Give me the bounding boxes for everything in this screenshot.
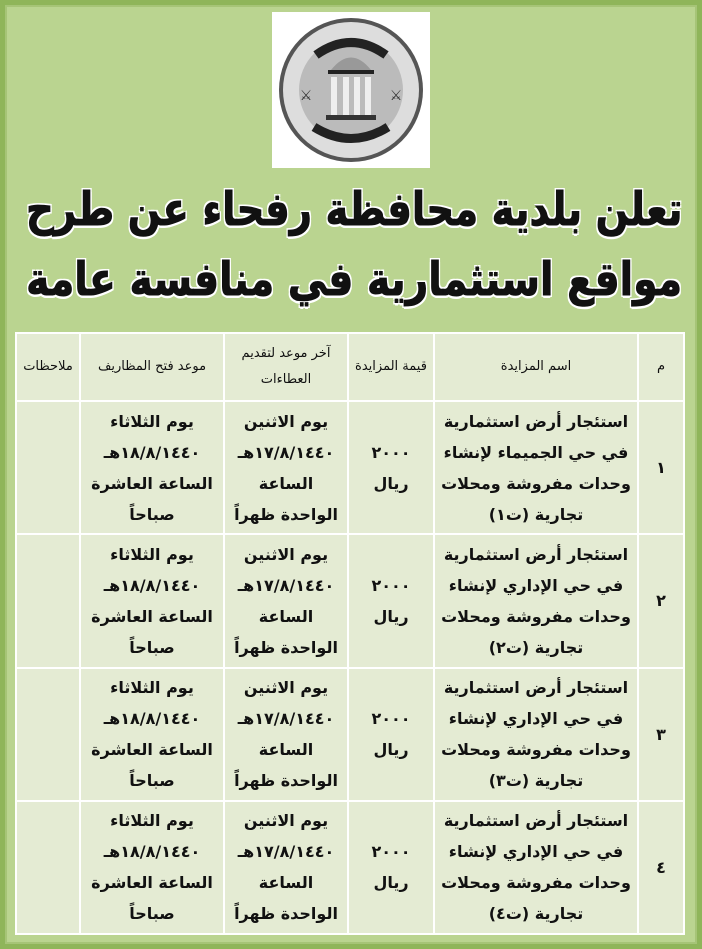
submission-deadline-line-text: ١٧/٨/١٤٤٠هـ <box>237 709 335 729</box>
submission-deadline-line <box>226 703 346 734</box>
auction-value <box>348 668 434 801</box>
submission-deadline-line <box>226 898 346 929</box>
auction-name-line-text: استئجار أرض استثمارية <box>443 678 629 698</box>
header-number: م <box>638 333 684 401</box>
auction-name-line <box>436 805 636 836</box>
envelope-opening-line-text: صباحاً <box>129 637 175 657</box>
envelope-opening-line <box>82 734 222 765</box>
submission-deadline-line-text: الواحدة ظهراً <box>234 504 338 524</box>
submission-deadline-line-text: الساعة <box>258 473 314 493</box>
envelope-opening-line <box>82 836 222 867</box>
auction-value <box>348 801 434 934</box>
submission-deadline-line <box>226 437 346 468</box>
auction-name-line <box>436 734 636 765</box>
envelope-opening-line <box>82 672 222 703</box>
row-number: ٤ <box>638 801 684 934</box>
envelope-opening-line-text: صباحاً <box>129 771 175 791</box>
municipality-seal-logo <box>272 12 430 168</box>
auction-name-line-text: تجارية (ت٢) <box>488 637 584 657</box>
auction-name-line-text: تجارية (ت٤) <box>488 904 584 924</box>
envelope-opening-line <box>82 468 222 499</box>
envelope-opening-line-text: ١٨/٨/١٤٤٠هـ <box>103 575 201 595</box>
envelope-opening-line-text: صباحاً <box>129 504 175 524</box>
auction-name-line <box>436 632 636 663</box>
envelope-opening <box>80 534 224 667</box>
auction-name-line-text: وحدات مفروشة ومحلات <box>441 606 631 626</box>
auction-name-line-text: في حي الجميماء لإنشاء <box>443 442 629 462</box>
submission-deadline-line-text: الساعة <box>258 873 314 893</box>
auction-value-line <box>350 468 432 499</box>
header-notes: ملاحظات <box>16 333 80 401</box>
auction-name-line <box>436 570 636 601</box>
submission-deadline-line <box>226 570 346 601</box>
auction-name-line-text: وحدات مفروشة ومحلات <box>441 873 631 893</box>
auction-name-line <box>436 406 636 437</box>
submission-deadline <box>224 401 348 534</box>
row-number: ٣ <box>638 668 684 801</box>
submission-deadline-line <box>226 672 346 703</box>
submission-deadline <box>224 801 348 934</box>
notes <box>16 801 80 934</box>
submission-deadline-line-text: يوم الاثنين <box>243 678 329 698</box>
envelope-opening-line <box>82 499 222 530</box>
submission-deadline <box>224 534 348 667</box>
table-row <box>16 801 684 934</box>
envelope-opening-line <box>82 406 222 437</box>
envelope-opening-line-text: يوم الثلاثاء <box>110 411 194 431</box>
envelope-opening-line-text: الساعة العاشرة <box>91 740 213 760</box>
svg-text:⚔: ⚔ <box>299 88 313 104</box>
submission-deadline-line <box>226 765 346 796</box>
title-line1-text: تعلن بلدية محافظة رفحاء عن طرح <box>25 182 682 236</box>
notes <box>16 401 80 534</box>
header-auction-value: قيمة المزايدة <box>348 333 434 401</box>
envelope-opening-line-text: الساعة العاشرة <box>91 473 213 493</box>
auction-name <box>434 401 638 534</box>
submission-deadline-line <box>226 836 346 867</box>
envelope-opening-line <box>82 437 222 468</box>
envelope-opening-line <box>82 570 222 601</box>
auction-value <box>348 534 434 667</box>
auction-name-line <box>436 765 636 796</box>
envelope-opening-line-text: يوم الثلاثاء <box>110 811 194 831</box>
table-row <box>16 668 684 801</box>
auction-name <box>434 801 638 934</box>
auction-value-line-text: ريال <box>373 740 409 760</box>
auction-name-line-text: وحدات مفروشة ومحلات <box>441 473 631 493</box>
auction-name-line <box>436 437 636 468</box>
envelope-opening-line <box>82 601 222 632</box>
auction-value-line-text: ريال <box>373 473 409 493</box>
envelope-opening-line-text: ١٨/٨/١٤٤٠هـ <box>103 442 201 462</box>
auction-name <box>434 534 638 667</box>
announcement-title-line2 <box>20 248 682 310</box>
header-envelope-opening: موعد فتح المظاريف <box>80 333 224 401</box>
envelope-opening <box>80 668 224 801</box>
submission-deadline-line <box>226 632 346 663</box>
submission-deadline-line-text: يوم الاثنين <box>243 411 329 431</box>
auction-name-line <box>436 898 636 929</box>
submission-deadline-line-text: ١٧/٨/١٤٤٠هـ <box>237 575 335 595</box>
auction-name-line-text: وحدات مفروشة ومحلات <box>441 740 631 760</box>
auction-value-line <box>350 437 432 468</box>
envelope-opening-line-text: ١٨/٨/١٤٤٠هـ <box>103 842 201 862</box>
auction-name-line-text: في حي الإداري لإنشاء <box>448 709 624 729</box>
auction-name-line-text: في حي الإداري لإنشاء <box>448 575 624 595</box>
envelope-opening-line-text: يوم الثلاثاء <box>110 544 194 564</box>
envelope-opening-line-text: الساعة العاشرة <box>91 606 213 626</box>
row-number: ٢ <box>638 534 684 667</box>
envelope-opening <box>80 801 224 934</box>
announcement-title-line1 <box>20 178 682 240</box>
auction-value-line <box>350 836 432 867</box>
auction-name-line-text: في حي الإداري لإنشاء <box>448 842 624 862</box>
envelope-opening-line <box>82 703 222 734</box>
table-row <box>16 401 684 534</box>
title-line2-text: مواقع استثمارية في منافسة عامة <box>26 252 682 306</box>
auction-name <box>434 668 638 801</box>
svg-text:⚔: ⚔ <box>389 88 403 104</box>
auction-value-line-text: ٢٠٠٠ <box>371 709 411 729</box>
auction-name-line <box>436 836 636 867</box>
auction-value-line-text: ريال <box>373 873 409 893</box>
envelope-opening-line-text: الساعة العاشرة <box>91 873 213 893</box>
envelope-opening-line <box>82 805 222 836</box>
submission-deadline-line <box>226 805 346 836</box>
auctions-table <box>15 332 685 935</box>
envelope-opening-line <box>82 632 222 663</box>
auction-value-line-text: ٢٠٠٠ <box>371 575 411 595</box>
envelope-opening-line-text: صباحاً <box>129 904 175 924</box>
submission-deadline-line-text: الواحدة ظهراً <box>234 904 338 924</box>
submission-deadline-line <box>226 539 346 570</box>
auction-value-line-text: ريال <box>373 606 409 626</box>
auction-name-line-text: استئجار أرض استثمارية <box>443 411 629 431</box>
auction-name-line-text: استئجار أرض استثمارية <box>443 811 629 831</box>
auction-value-line <box>350 734 432 765</box>
auction-name-line <box>436 468 636 499</box>
submission-deadline-line <box>226 406 346 437</box>
submission-deadline <box>224 668 348 801</box>
submission-deadline-line <box>226 499 346 530</box>
auction-value-line <box>350 570 432 601</box>
envelope-opening-line-text: ١٨/٨/١٤٤٠هـ <box>103 709 201 729</box>
auction-value-line-text: ٢٠٠٠ <box>371 842 411 862</box>
submission-deadline-line <box>226 468 346 499</box>
auction-name-line <box>436 601 636 632</box>
auction-value-line <box>350 867 432 898</box>
envelope-opening-line <box>82 867 222 898</box>
submission-deadline-line-text: الواحدة ظهراً <box>234 771 338 791</box>
submission-deadline-line-text: الواحدة ظهراً <box>234 637 338 657</box>
envelope-opening-line <box>82 765 222 796</box>
auction-value <box>348 401 434 534</box>
header-auction-name: اسم المزايدة <box>434 333 638 401</box>
auction-name-line-text: تجارية (ت١) <box>488 504 584 524</box>
submission-deadline-line-text: يوم الاثنين <box>243 811 329 831</box>
envelope-opening-line-text: يوم الثلاثاء <box>110 678 194 698</box>
table-row <box>16 534 684 667</box>
envelope-opening-line <box>82 898 222 929</box>
auction-name-line <box>436 703 636 734</box>
submission-deadline-line-text: ١٧/٨/١٤٤٠هـ <box>237 442 335 462</box>
submission-deadline-line-text: الساعة <box>258 740 314 760</box>
auction-name-line <box>436 867 636 898</box>
submission-deadline-line <box>226 867 346 898</box>
submission-deadline-line-text: يوم الاثنين <box>243 544 329 564</box>
seal-emblem-icon <box>276 15 426 165</box>
submission-deadline-line-text: ١٧/٨/١٤٤٠هـ <box>237 842 335 862</box>
submission-deadline-line-text: الساعة <box>258 606 314 626</box>
auction-value-line <box>350 601 432 632</box>
auction-name-line-text: استئجار أرض استثمارية <box>443 544 629 564</box>
auction-name-line-text: تجارية (ت٣) <box>488 771 584 791</box>
table-header-row <box>16 333 684 401</box>
notes <box>16 668 80 801</box>
envelope-opening-line <box>82 539 222 570</box>
submission-deadline-line <box>226 734 346 765</box>
row-number: ١ <box>638 401 684 534</box>
auction-value-line-text: ٢٠٠٠ <box>371 442 411 462</box>
auction-name-line <box>436 672 636 703</box>
auction-value-line <box>350 703 432 734</box>
header-submission-deadline: آخر موعد لتقديم العطاءات <box>224 333 348 401</box>
auction-name-line <box>436 539 636 570</box>
auction-name-line <box>436 499 636 530</box>
submission-deadline-line <box>226 601 346 632</box>
envelope-opening <box>80 401 224 534</box>
notes <box>16 534 80 667</box>
